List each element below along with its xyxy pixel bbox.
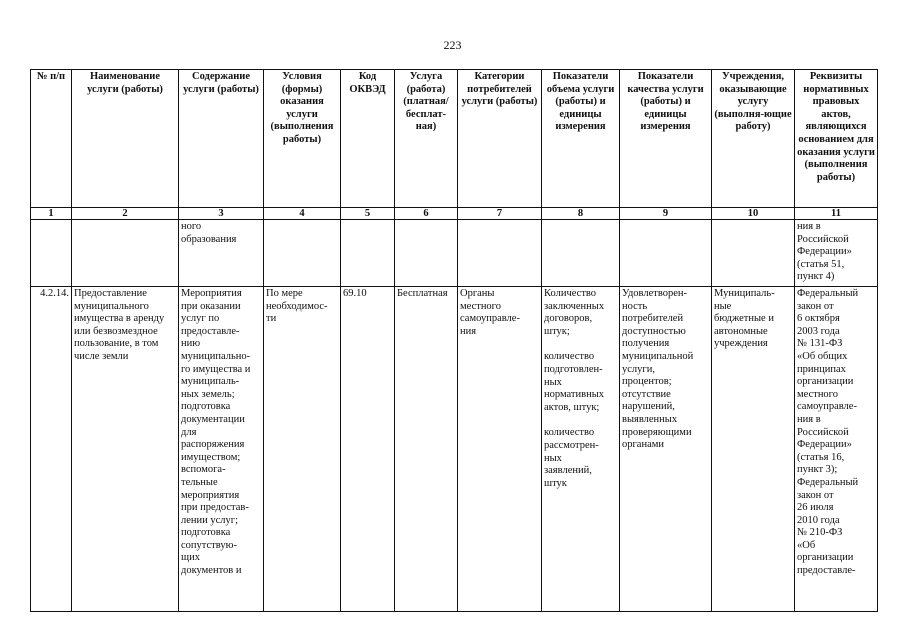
text-line: выявленных: [622, 413, 678, 425]
text-line: муниципального: [74, 300, 149, 312]
header-cell: № п/п: [31, 70, 72, 208]
text-line: ного: [181, 221, 202, 232]
text-line: закон от: [797, 300, 834, 312]
header-cell: Код ОКВЭД: [341, 70, 395, 208]
text-line: местного: [460, 300, 501, 312]
header-cell: Показатели объема услуги (работы) и единицы измерения: [542, 70, 620, 208]
text-line: учреждения: [714, 338, 768, 350]
header-cell: Реквизиты нормативных правовых актов, являющихся основанием для оказания услуги (выполнения работы): [795, 70, 878, 208]
text-line: муниципаль-: [181, 376, 240, 388]
text-line: (статья 16,: [797, 451, 845, 463]
text-line: 26 июля: [797, 502, 834, 514]
text-line: Удовлетворен-: [622, 288, 688, 299]
table-row: [31, 287, 878, 612]
text-line: штук: [544, 477, 567, 489]
text-line: штук;: [544, 325, 570, 337]
text-line: рассмотрен-: [544, 439, 599, 451]
column-number: 5: [341, 208, 395, 220]
text-line: ных: [544, 376, 562, 388]
conditions-cell: [264, 287, 341, 612]
text-line: 6 октября: [797, 313, 840, 325]
text-line: Количество: [544, 288, 597, 299]
column-number: 4: [264, 208, 341, 220]
text-line: нарушений,: [622, 401, 675, 413]
column-number: 7: [458, 208, 542, 220]
text-line: имуществом;: [181, 451, 241, 463]
text-line: ния: [460, 325, 477, 337]
text-line: заключенных: [544, 300, 605, 312]
text-line: образования: [181, 233, 237, 245]
text-line: пользование, в том: [74, 338, 159, 350]
header-cell: Условия (формы) оказания услуги (выполнения работы): [264, 70, 341, 208]
table-cell: [72, 220, 179, 287]
text-line: «Об общих: [797, 350, 848, 362]
text-line: органами: [622, 439, 665, 451]
text-line: муниципальной: [622, 350, 694, 362]
text-line: нормативных: [544, 389, 605, 401]
text-line: предоставле-: [797, 565, 856, 577]
column-number: 8: [542, 208, 620, 220]
text-line: 2010 года: [797, 514, 840, 526]
text-line: закон от: [797, 489, 834, 501]
volume-indicator-3: [544, 427, 617, 490]
column-number: 11: [795, 208, 878, 220]
text-line: бюджетные и: [714, 313, 774, 325]
text-line: тельные: [181, 476, 218, 488]
text-line: ных земель;: [181, 388, 235, 400]
text-line: числе земли: [74, 350, 129, 362]
text-line: № 210-ФЗ: [797, 527, 843, 539]
column-number: 1: [31, 208, 72, 220]
text-line: Муниципаль-: [714, 288, 775, 299]
content-continuation-cell: [179, 220, 264, 287]
text-line: ные: [714, 300, 732, 312]
paid-cell: Бесплатная: [395, 287, 458, 612]
text-line: пункт 4): [797, 271, 835, 283]
acts-continuation-cell: [795, 220, 878, 287]
text-line: организации: [797, 376, 854, 388]
services-table: [30, 69, 878, 612]
text-line: получения: [622, 338, 670, 350]
text-line: организации: [797, 552, 854, 564]
text-line: Предоставление: [74, 288, 147, 299]
text-line: пункт 3);: [797, 464, 838, 476]
quality-indicators-cell: [620, 287, 712, 612]
header-cell: Показатели качества услуги (работы) и единицы измерения: [620, 70, 712, 208]
text-line: вспомога-: [181, 464, 226, 476]
volume-indicator-1: [544, 288, 617, 338]
text-line: 2003 года: [797, 325, 840, 337]
service-content-cell: [179, 287, 264, 612]
header-cell: Учреждения, оказывающие услугу (выполня-ющие работу): [712, 70, 795, 208]
text-line: «Об: [797, 539, 816, 551]
text-line: договоров,: [544, 313, 593, 325]
page-number: 223: [443, 38, 462, 52]
text-line: количество: [544, 427, 595, 439]
text-line: автономные: [714, 325, 768, 337]
volume-indicator-2: [544, 351, 617, 414]
text-line: (статья 51,: [797, 258, 845, 270]
text-line: подготовка: [181, 401, 231, 413]
text-line: Федерации»: [797, 246, 852, 258]
table-cell: [542, 220, 620, 287]
text-line: По мере: [266, 288, 303, 299]
text-line: лении услуг;: [181, 514, 239, 526]
service-name-cell: [72, 287, 179, 612]
header-cell: Содержание услуги (работы): [179, 70, 264, 208]
text-line: услуги,: [622, 363, 655, 375]
table-cell: [264, 220, 341, 287]
text-line: необходимос-: [266, 300, 328, 312]
table-cell: [31, 220, 72, 287]
text-line: Федеральный: [797, 288, 859, 299]
text-line: самоуправле-: [460, 313, 520, 325]
text-line: самоуправле-: [797, 401, 857, 413]
text-line: при оказании: [181, 300, 241, 312]
column-number: 9: [620, 208, 712, 220]
text-line: распоряжения: [181, 439, 245, 451]
text-line: потребителей: [622, 313, 684, 325]
text-line: Федерации»: [797, 439, 852, 451]
table-cell: [712, 220, 795, 287]
text-line: ных: [544, 452, 562, 464]
text-line: Мероприятия: [181, 288, 242, 299]
text-line: количество: [544, 351, 595, 363]
row-number-cell: 4.2.14.: [31, 287, 72, 612]
header-cell: Категории потребителей услуги (работы): [458, 70, 542, 208]
text-line: при предостав-: [181, 502, 249, 514]
text-line: доступностью: [622, 325, 686, 337]
text-line: проверяющими: [622, 426, 692, 438]
table-cell: [341, 220, 395, 287]
text-line: муниципально-: [181, 350, 251, 362]
text-line: актов, штук;: [544, 401, 600, 413]
text-line: местного: [797, 388, 838, 400]
volume-indicators-cell: [542, 287, 620, 612]
text-line: заявлений,: [544, 465, 592, 477]
header-cell: Услуга (работа) (платная/ бесплат-ная): [395, 70, 458, 208]
text-line: го имущества и: [181, 363, 251, 375]
text-line: услуг по: [181, 313, 220, 325]
okved-cell: 69.10: [341, 287, 395, 612]
header-row: [31, 70, 878, 208]
text-line: ти: [266, 313, 277, 325]
text-line: Российской: [797, 426, 849, 438]
text-line: нию: [181, 338, 201, 350]
text-line: имущества в аренду: [74, 313, 165, 325]
header-cell: Наименование услуги (работы): [72, 70, 179, 208]
column-number: 2: [72, 208, 179, 220]
continuation-row: [31, 220, 878, 287]
text-line: ность: [622, 300, 648, 312]
text-line: мероприятия: [181, 489, 240, 501]
text-line: щих: [181, 552, 200, 564]
text-line: подготовка: [181, 527, 231, 539]
text-line: предоставле-: [181, 325, 240, 337]
text-line: документации: [181, 413, 245, 425]
column-number-row: [31, 208, 878, 220]
table-cell: [620, 220, 712, 287]
column-number: 3: [179, 208, 264, 220]
text-line: подготовлен-: [544, 363, 603, 375]
text-line: принципах: [797, 363, 846, 375]
text-line: № 131-ФЗ: [797, 338, 843, 350]
text-line: Органы: [460, 288, 495, 299]
text-line: документов и: [181, 565, 242, 577]
text-line: ния в: [797, 413, 821, 425]
institutions-cell: [712, 287, 795, 612]
text-line: ния в: [797, 221, 821, 232]
column-number: 10: [712, 208, 795, 220]
legal-acts-cell: [795, 287, 878, 612]
table-cell: [458, 220, 542, 287]
text-line: Российской: [797, 233, 849, 245]
text-line: сопутствую-: [181, 539, 237, 551]
text-line: или безвозмездное: [74, 325, 158, 337]
consumers-cell: [458, 287, 542, 612]
table-cell: [395, 220, 458, 287]
column-number: 6: [395, 208, 458, 220]
text-line: для: [181, 426, 197, 438]
text-line: Федеральный: [797, 476, 859, 488]
text-line: процентов;: [622, 376, 672, 388]
text-line: отсутствие: [622, 388, 671, 400]
